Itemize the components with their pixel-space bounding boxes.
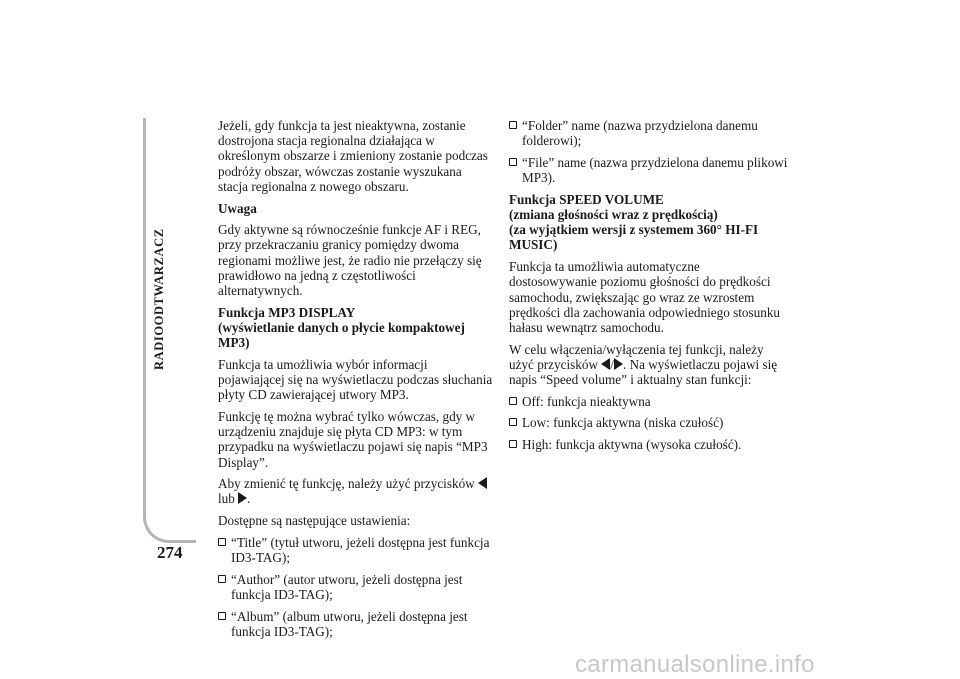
paragraph: W celu włączenia/wyłączenia tej funkcji, należy użyć przycisków / . Na wyświetlaczu pojawi się napis “Speed volume” i aktualny stan funkcji: [509, 341, 778, 388]
checkbox-bullet-icon [509, 440, 517, 448]
side-margin-rule [143, 118, 196, 543]
left-arrow-icon [478, 477, 487, 489]
heading-subline: (wyświetlanie danych o płycie kompaktowej MP3) [218, 319, 465, 351]
paragraph: Gdy aktywne są równocześnie funkcje AF i REG, przy przekraczaniu granicy pomiędzy dwoma regionami możliwe jest, że radio nie przełączy się prawidłowo na jedną z częstotliwości alternatywnych. [218, 222, 482, 299]
list-item: “Author” (autor utworu, jeżeli dostępna jest funkcja ID3-TAG); [218, 572, 493, 602]
list-item: “Album” (album utworu, jeżeli dostępna jest funkcja ID3-TAG); [218, 609, 493, 639]
heading-subline: (za wyjątkiem wersji z systemem 360° HI-FI MUSIC) [509, 222, 759, 253]
checkbox-bullet-icon [218, 575, 226, 583]
paragraph: Jeżeli, gdy funkcja ta jest nieaktywna, zostanie dostrojona stacja regionalna działająca w określonym obszarze i zmieniony zostanie podczas podróży obszar, wówczas zostanie wyszukana stacja regionalna z nowego obszaru. [218, 118, 488, 194]
checkbox-bullet-icon [509, 158, 517, 166]
heading-line: Funkcja MP3 DISPLAY [218, 304, 356, 320]
list-item: Off: funkcja nieaktywna [509, 394, 789, 409]
watermark: carmanualsonline.info [575, 651, 815, 678]
list-item: “Title” (tytuł utworu, jeżeli dostępna jest funkcja ID3-TAG); [218, 535, 493, 565]
checkbox-bullet-icon [509, 121, 517, 129]
note-title: Uwaga [218, 200, 257, 216]
checkbox-bullet-icon [218, 538, 226, 546]
checkbox-bullet-icon [218, 612, 226, 620]
list-item: Low: funkcja aktywna (niska czułość) [509, 415, 789, 430]
list-item: High: funkcja aktywna (wysoka czułość). [509, 437, 789, 452]
left-arrow-icon [601, 358, 610, 370]
paragraph: Dostępne są następujące ustawienia: [218, 513, 411, 529]
right-arrow-icon [238, 492, 247, 504]
list-item: “File” name (nazwa przydzielona danemu plikowi MP3). [509, 155, 789, 185]
left-column [218, 118, 493, 646]
paragraph: Funkcję tę można wybrać tylko wówczas, gdy w urządzeniu znajduje się płyta CD MP3: w tym przypadku na wyświetlaczu pojawi się napis “MP3 Display”. [218, 408, 488, 470]
right-column [509, 118, 789, 459]
paragraph: Aby zmienić tę funkcję, należy użyć przycisków lub . [218, 476, 493, 506]
mp3-display-heading [218, 305, 493, 351]
speed-volume-heading [509, 192, 789, 253]
heading-subline: (zmiana głośności wraz z prędkością) [509, 207, 718, 223]
paragraph: Funkcja ta umożliwia wybór informacji pojawiającej się na wyświetlaczu podczas słuchania płyty CD zawierającej utwory MP3. [218, 356, 493, 403]
paragraph: Funkcja ta umożliwia automatyczne dostosowywanie poziomu głośności do prędkości samochodu, zwiększając go wraz ze wzrostem prędkości dla zachowania odpowiedniego stosunku hałasu wewnątrz samochodu. [509, 259, 781, 335]
page-number: 274 [157, 543, 183, 562]
heading-line: Funkcja SPEED VOLUME [509, 191, 664, 207]
checkbox-bullet-icon [509, 397, 517, 405]
list-item: “Folder” name (nazwa przydzielona danemu folderowi); [509, 118, 789, 148]
chapter-label: RADIOODTWARZACZ [152, 228, 166, 370]
right-arrow-icon [614, 358, 623, 370]
checkbox-bullet-icon [509, 418, 517, 426]
